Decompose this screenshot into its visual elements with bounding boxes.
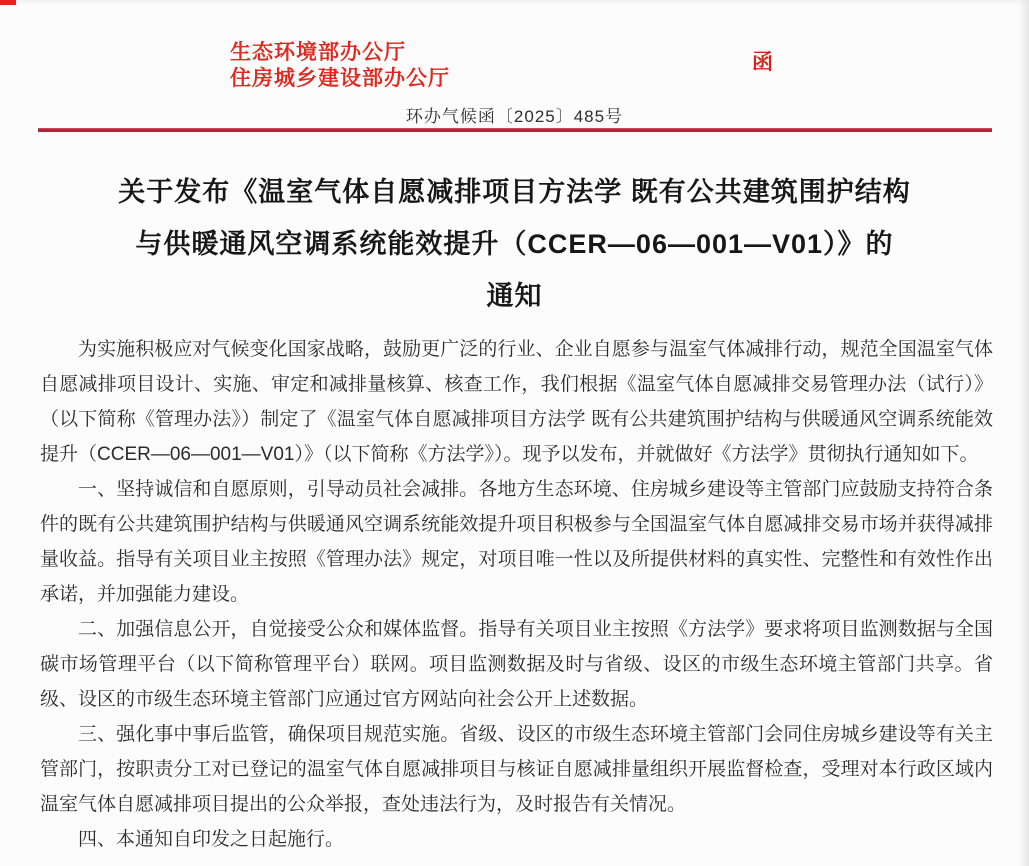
paragraph-item-1: 一、坚持诚信和自愿原则，引导动员社会减排。各地方生态环境、住房城乡建设等主管部门应鼓励支持符合条件的既有公共建筑围护结构与供暖通风空调系统能效提升项目积极参与全国温室气体自愿减排交易市场并获得减排量收益。指导有关项目业主按照《管理办法》规定，对项目唯一性以及所提供材料的真实性、完整性和有效性作出承诺，并加强能力建设。	[40, 479, 993, 605]
doc-title	[40, 166, 989, 322]
doc-title-line-1: 关于发布《温室气体自愿减排项目方法学 既有公共建筑围护结构	[118, 177, 911, 207]
red-corner-mark	[0, 0, 16, 5]
letterhead-agencies	[230, 40, 450, 92]
doc-title-line-3: 通知	[486, 281, 543, 311]
paragraph-item-3: 三、强化事中事后监管，确保项目规范实施。省级、设区的市级生态环境主管部门会同住房城乡建设等有关主管部门，按职责分工对已登记的温室气体自愿减排项目与核证自愿减排量组织开展监督检查，受理对本行政区域内温室气体自愿减排项目提出的公众举报，查处违法行为，及时报告有关情况。	[40, 724, 993, 815]
agency-line-2: 住房城乡建设部办公厅	[230, 67, 450, 90]
agency-line-1: 生态环境部办公厅	[230, 41, 406, 64]
red-divider-line	[38, 128, 992, 132]
paragraph-item-2: 二、加强信息公开，自觉接受公众和媒体监督。指导有关项目业主按照《方法学》要求将项目监测数据与全国碳市场管理平台（以下简称管理平台）联网。项目监测数据及时与省级、设区的市级生态环境主管部门共享。省级、设区的市级生态环境主管部门应通过官方网站向社会公开上述数据。	[40, 619, 993, 710]
scan-artifact-top	[0, 0, 1029, 6]
doc-number: 环办气候函〔2025〕485号	[405, 107, 624, 126]
paragraph-intro: 为实施积极应对气候变化国家战略，鼓励更广泛的行业、企业自愿参与温室气体减排行动，规范全国温室气体自愿减排项目设计、实施、审定和减排量核算、核查工作，我们根据《温室气体自愿减排交易管理办法（试行）》（以下简称《管理办法》）制定了《温室气体自愿减排项目方法学 既有公共建筑围护结构与供暖通风空调系统能效提升（CCER—06—001—V01）》（以下简称《方法学》）。现予以发布，并就做好《方法学》贯彻执行通知如下。	[40, 339, 993, 465]
scan-artifact-right	[1019, 0, 1029, 866]
doc-type-mark: 函	[752, 51, 773, 74]
doc-title-line-2: 与供暖通风空调系统能效提升（CCER—06—001—V01）》的	[135, 229, 894, 259]
paragraph-item-4: 四、本通知自印发之日起施行。	[78, 829, 345, 850]
doc-body	[40, 332, 993, 857]
